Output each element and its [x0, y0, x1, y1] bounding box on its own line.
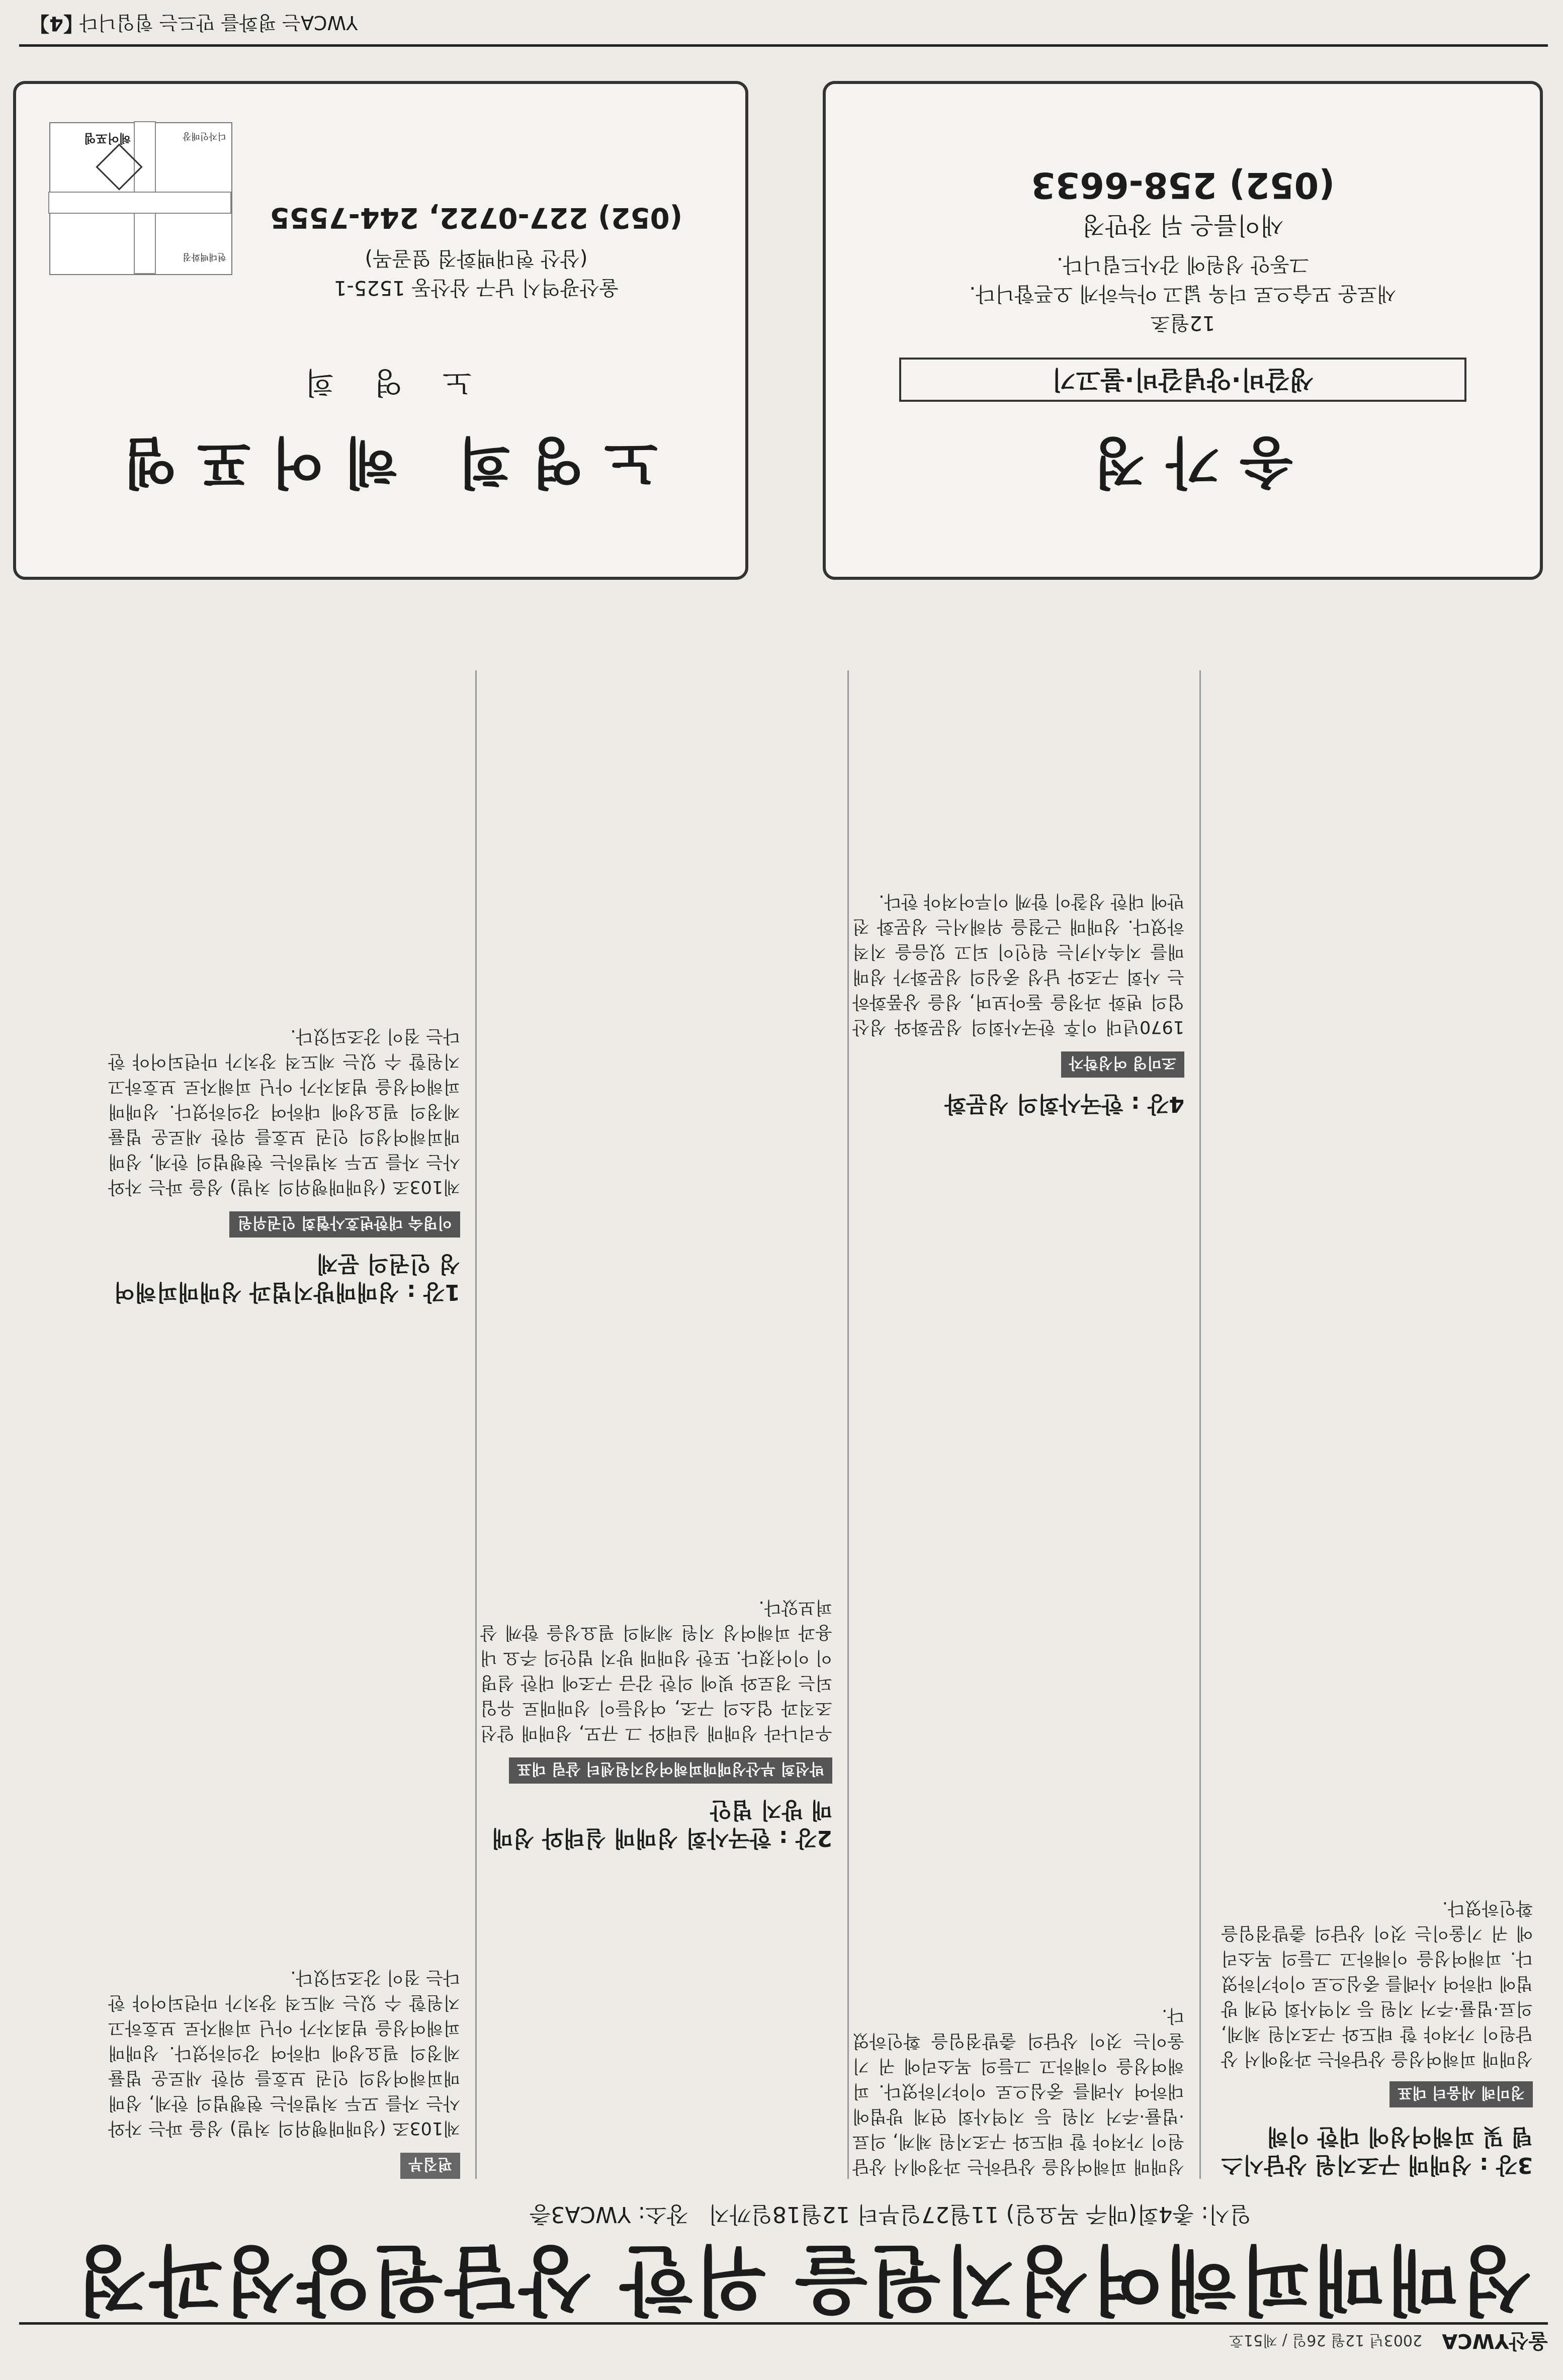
lecture-body-cont: 성매매 피해여성을 상담하는 과정에서 상담원이 가져야 할 태도와 구조지원 체계, 의료·법률·주거 지원 등 지역사회 연계 방법에 대하여 사례를 중심으로 이야기하였다. 피해여성을 이해하고 그들의 목소리에 귀 기울이는 것이 상담의 출발점임을 확인하였다. — [852, 2005, 1184, 2176]
lecture-speaker: 이명숙 대한변호사협회 인권위원 — [229, 1211, 460, 1238]
lecture-title: 4강 : 한국사회의 성문화 — [944, 1091, 1184, 1117]
ad-address: 울산광역시 남구 삼산동 1525-1 — [333, 276, 619, 299]
footer-slogan: YWCA는 평화를 만드는 힘입니다 — [79, 12, 358, 34]
event-date: 일시: 총4회(매주 목요일) 11월27일부터 12월18일까지 — [708, 2201, 1251, 2227]
ad-title: 노영희 헤어포엠 — [103, 430, 658, 495]
lecture-column-2 — [480, 670, 849, 2179]
map-label: 디자인매장 — [183, 131, 226, 141]
lecture-column-1 — [108, 670, 477, 2179]
page-header — [19, 2322, 1548, 2360]
ad-hair-salon — [13, 81, 748, 580]
lecture-body: 제103조 (성매매행위의 처벌) 성을 파는 자와 사는 자를 모두 처벌하는 현행법의 한계, 성매매피해여성의 인권 보호를 위한 새로운 법률 제정의 필요성에 대하여 강의하였다. 성매매 피해여성을 범죄자가 아닌 피해자로 보호하고 지원할 수 있는 제도적 장치가 마련되어야 한다는 점이 강조되었다. — [108, 1026, 460, 1197]
lecture-speaker: 박선희 부산성매매피해여성지원센터 살림 대표 — [509, 1757, 832, 1784]
page-number: 【4】 — [29, 12, 83, 35]
event-place: 장소: YWCA3층 — [529, 2201, 688, 2227]
lecture-column-3 — [1221, 670, 1533, 2179]
lecture-speaker: 정미례 새움터 대표 — [1390, 2081, 1533, 2107]
lecture-title: 1강 : 성매매방지법과 성매매피해여성 인권의 문제 — [113, 1251, 460, 1305]
ad-line: 그동안 성원에 감사드립니다. — [1057, 253, 1309, 276]
publication-name: 울산YWCA — [1442, 2329, 1548, 2352]
lecture-body: 1970년대 이후 한국사회의 성문화와 성산업의 변화 과정을 돌아보며, 성을 상품화하는 사회 구조와 남성 중심의 성문화가 성매매를 지속시키는 원인이 되고 있음을 지적하였다. 성매매 근절을 위해서는 성문화 전반에 대한 성찰이 함께 이루어져야 한다. — [852, 891, 1184, 1037]
lecture-title: 3강 : 성매매 구조지원 상담시스템 및 피해여성에 대한 이해 — [1221, 2124, 1533, 2178]
lecture-body: 우리나라 성매매 실태와 그 규모, 성매매 알선 조직과 업소의 구조, 여성들이 성매매로 유입되는 경로와 빚에 의한 감금 구조에 대한 설명이 이어졌다. 또한 성매매 방지 법안의 주요 내용과 피해여성 지원 체계의 필요성을 함께 살펴보았다. — [480, 1597, 832, 1743]
lecture-body: 성매매 피해여성을 상담하는 과정에서 상담원이 가져야 할 태도와 구조지원 체계, 의료·법률·주거 지원 등 지역사회 연계 방법에 대하여 사례를 중심으로 이야기하였다. 피해여성을 이해하고 그들의 목소리에 귀 기울이는 것이 상담의 출발점임을 확인하였다. — [1221, 1898, 1533, 2069]
ad-phone: (052) 258-6633 — [1030, 164, 1335, 206]
ad-line: 새이름은 뒤 장만정 — [1082, 211, 1284, 239]
map-shop-label: 헤어포엠 — [84, 131, 131, 145]
headline: 성매매피해여성지원을 위한 상담원양성과정 — [74, 2235, 1533, 2324]
ad-map — [49, 122, 232, 275]
column-label: 편집부 — [400, 2153, 460, 2179]
lecture-column-3b — [852, 670, 1201, 2179]
ad-line: 12월초 — [1150, 311, 1215, 334]
page-footer — [19, 9, 1548, 47]
ad-line: 새로운 모습으로 더욱 넓고 아늑하게 오픈합니다. — [969, 282, 1397, 305]
issue-info: 2003년 12월 26일 / 제51호 — [1229, 2331, 1422, 2349]
event-info — [245, 2199, 1251, 2229]
lecture-title: 2강 : 한국사회 성매매 실태와 성매매 방지 법안 — [491, 1797, 832, 1851]
ad-restaurant — [823, 81, 1543, 580]
ad-menu: 생갈비·양념갈비·불고기 — [899, 358, 1466, 402]
ad-address-note: (삼산 현대백화점 옆골목) — [365, 247, 588, 270]
intro-body: 제103조 (성매매행위의 처벌) 성을 파는 자와 사는 자를 모두 처벌하는 현행법의 한계, 성매매피해여성의 인권 보호를 위한 새로운 법률 제정의 필요성에 대하여 강의하였다. 성매매 피해여성을 범죄자가 아닌 피해자로 보호하고 지원할 수 있는 제도적 장치가 마련되어야 한다는 점이 강조되었다. — [108, 1967, 460, 2138]
ad-title: 송가정 — [1072, 430, 1293, 495]
map-label: 현대백화점 — [183, 251, 226, 262]
lecture-speaker: 조미영 여성학자 — [1061, 1051, 1184, 1078]
ad-phone: (052) 227-0722, 244-7555 — [270, 201, 683, 234]
ad-owner: 노 영 희 — [289, 365, 472, 400]
